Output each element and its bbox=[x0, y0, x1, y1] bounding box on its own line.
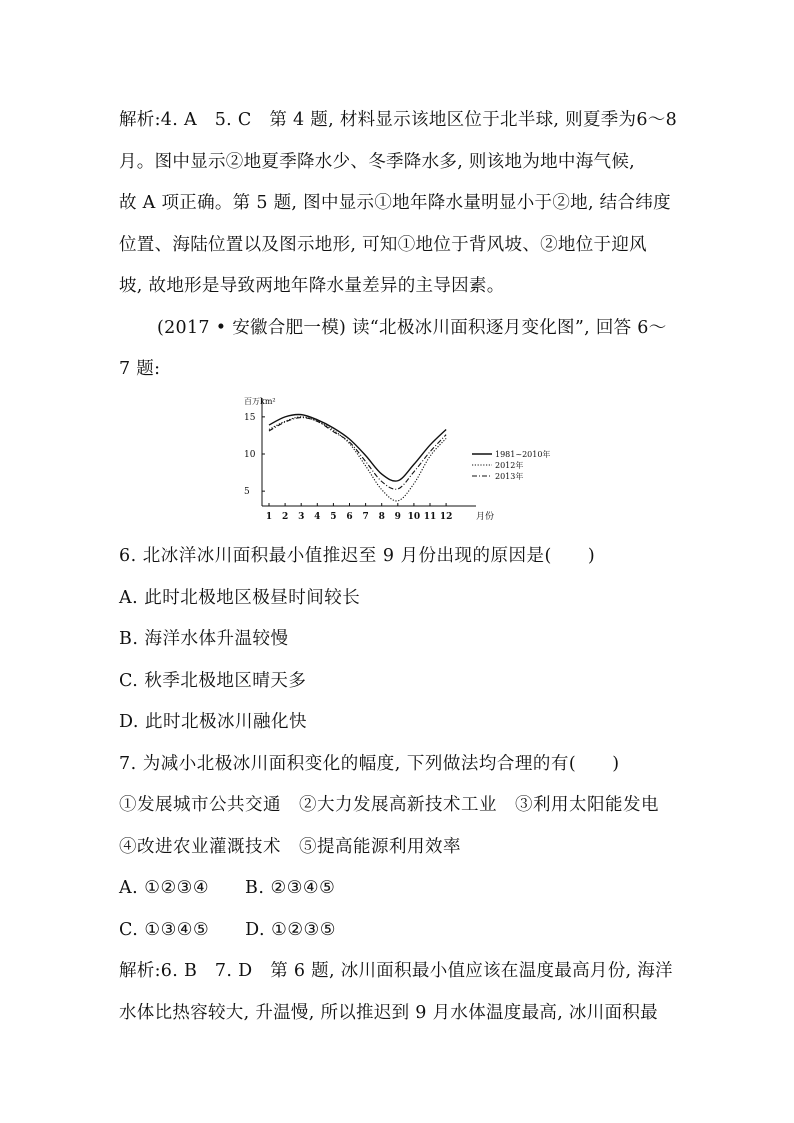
answer-line: 水体比热容较大, 升温慢, 所以推迟到 9 月水体温度最高, 冰川面积最 bbox=[119, 1003, 658, 1023]
legend-label-0: 1981~2010年 bbox=[495, 450, 551, 459]
question-7-options[interactable]: A. ①②③④ B. ②③④⑤ bbox=[119, 878, 336, 898]
x-tick-label: 8 bbox=[378, 512, 385, 522]
answer-line: 坡, 故地形是导致两地年降水量差异的主导因素。 bbox=[119, 276, 505, 296]
question-7-items: ④改进农业灌溉技术 ⑤提高能源利用效率 bbox=[119, 837, 461, 857]
question-7-stem: 7. 为减小北极冰川面积变化的幅度, 下列做法均合理的有( ) bbox=[119, 754, 620, 774]
x-tick-label: 9 bbox=[394, 512, 401, 522]
answer-line: 月。图中显示②地夏季降水少、冬季降水多, 则该地为地中海气候, bbox=[119, 152, 635, 172]
question-7-items: ①发展城市公共交通 ②大力发展高新技术工业 ③利用太阳能发电 bbox=[119, 795, 659, 815]
question-6-option-d[interactable]: D. 此时北极冰川融化快 bbox=[119, 712, 308, 732]
question-6-option-c[interactable]: C. 秋季北极地区晴天多 bbox=[119, 671, 307, 691]
x-tick-label: 12 bbox=[439, 512, 453, 522]
question-6-option-a[interactable]: A. 此时北极地区极昼时间较长 bbox=[119, 588, 361, 608]
answer-line: 故 A 项正确。第 5 题, 图中显示①地年降水量明显小于②地, 结合纬度 bbox=[119, 193, 671, 213]
question-7-options[interactable]: C. ①③④⑤ D. ①②③⑤ bbox=[119, 920, 336, 940]
y-tick-label: 10 bbox=[244, 450, 256, 460]
x-tick-label: 3 bbox=[298, 512, 305, 522]
x-tick-label: 10 bbox=[407, 512, 421, 522]
x-tick-label: 1 bbox=[265, 512, 273, 522]
x-tick-label: 5 bbox=[330, 512, 337, 522]
x-tick-label: 6 bbox=[346, 512, 353, 522]
arctic-ice-area-chart bbox=[240, 392, 560, 530]
y-tick-label: 5 bbox=[244, 487, 250, 498]
y-tick-label: 15 bbox=[244, 412, 256, 423]
answer-line: 解析:4. A 5. C 第 4 题, 材料显示该地区位于北半球, 则夏季为6～8 bbox=[119, 110, 678, 130]
answer-line: 位置、海陆位置以及图示地形, 可知①地位于背风坡、②地位于迎风 bbox=[119, 235, 647, 255]
x-axis-label: 月份 bbox=[476, 512, 495, 522]
series-line-1 bbox=[269, 417, 446, 501]
question-6-option-b[interactable]: B. 海洋水体升温较慢 bbox=[119, 629, 289, 649]
x-tick-label: 7 bbox=[362, 512, 369, 522]
question-6-stem: 6. 北冰洋冰川面积最小值推迟至 9 月份出现的原因是( ) bbox=[119, 546, 596, 566]
legend-label-1: 2012年 bbox=[495, 461, 524, 470]
x-tick-label: 2 bbox=[281, 512, 289, 522]
legend-label-2: 2013年 bbox=[495, 472, 524, 481]
answer-line: 解析:6. B 7. D 第 6 题, 冰川面积最小值应该在温度最高月份, 海洋 bbox=[119, 961, 673, 981]
question-intro: (2017 • 安徽合肥一模) 读“北极冰川面积逐月变化图”, 回答 6～ bbox=[157, 318, 667, 338]
y-axis-label: 百万km² bbox=[244, 397, 276, 406]
question-intro: 7 题: bbox=[119, 359, 161, 379]
series-line-0 bbox=[269, 415, 446, 482]
x-tick-label: 4 bbox=[314, 512, 321, 522]
x-tick-label: 11 bbox=[423, 512, 437, 522]
